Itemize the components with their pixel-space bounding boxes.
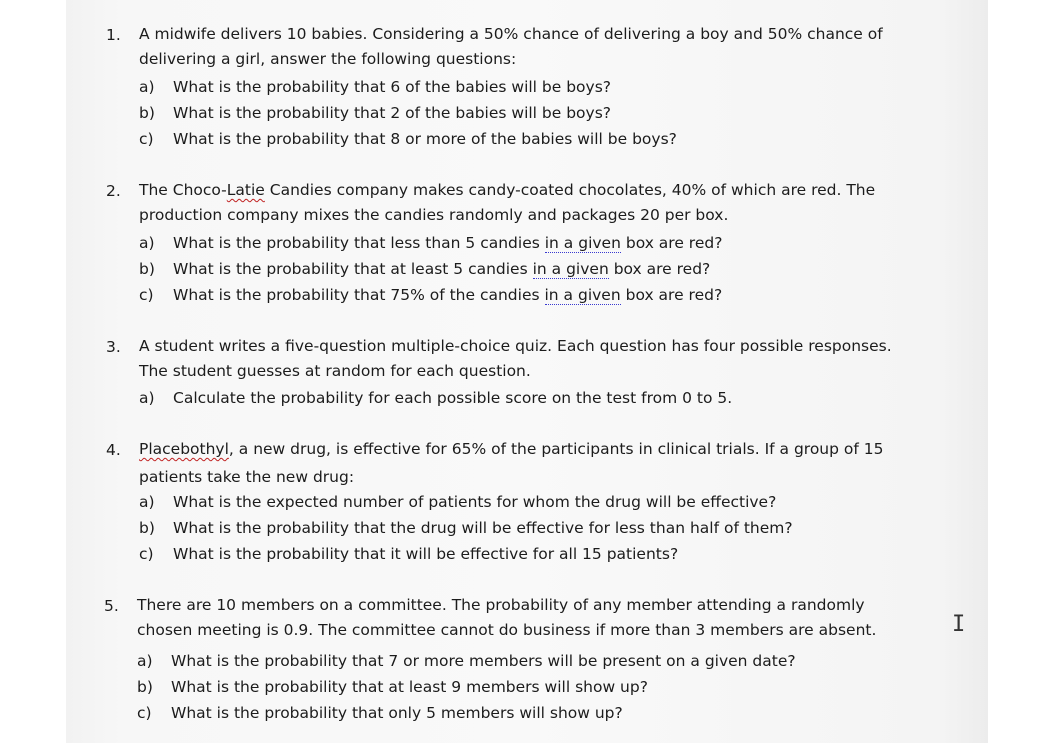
spellcheck-word: Placebothyl: [139, 440, 229, 458]
question-stem: The Choco-Latie Candies company makes candy-coated chocolates, 40% of which are red. The production company mixes the candies randomly and packages 20 per box.: [139, 181, 876, 224]
grammar-mark: in a given: [544, 286, 621, 304]
question-number: 1.: [106, 26, 121, 44]
question-number: 4.: [106, 441, 121, 459]
question-number: 5.: [104, 597, 119, 615]
grammar-mark: in a given: [544, 234, 621, 252]
question-stem: Placebothyl, a new drug, is effective for 65% of the participants in clinical trials. If a group of 15 patients take the new drug:: [139, 440, 884, 486]
question-stem: There are 10 members on a committee. The probability of any member attending a randomly chosen meeting is 0.9. The committee cannot do business if more than 3 members are absent.: [137, 596, 877, 639]
document-page: 1. A midwife delivers 10 babies. Considering a 50% chance of delivering a boy and 50% chance of delivering a girl, answer the following questions: a) What is the probability that 6 of the babies will be boys? b) What is the probability that 2 of the babies will be boys? c) What is the probability that 8 or more of the babies will be boys? 2. The Choco-Latie Candies company makes candy-coated chocolates, 40% of which are red. The production company mixes the candies randomly and packages 20 per box. a) What is the probability that less than 5 candies in a given box are red? b) What is the probability that at least 5 candies in a given box are red? c) What is the probability that 75% of the candies in a given box are red? 3. A student writes a five-question multiple-choice quiz. Each question has four possible responses. The student guesses at random for each question. a) Calculate the probability for each possible score on the test from 0 to 5. 4. Placebothyl, a new drug, is effective for 65% of the participants in clinical trials. If a group of 15 patients take the new drug: a) What is the expected number of patients for whom the drug will be effective? b) What is the probability that the drug will be effective for less than half of them? c) What is the probability that it will be effective for all 15 patients? 5. There are 10 members on a committee. The probability of any member attending a randomly chosen meeting is 0.9. The committee cannot do business if more than 3 members are absent. a) What is the probability that 7 or more members will be present on a given date? b) What is the probability that at least 9 members will show up? c) What is the probability that only 5 members will show up?: [66, 0, 988, 743]
question-number: 3.: [106, 338, 121, 356]
spellcheck-word: Latie: [226, 181, 265, 199]
text-cursor-icon: I: [952, 612, 966, 637]
question-stem: A midwife delivers 10 babies. Considering a 50% chance of delivering a boy and 50% chance of delivering a girl, answer the following questions:: [139, 25, 883, 68]
question-stem: A student writes a five-question multiple-choice quiz. Each question has four possible responses. The student guesses at random for each question.: [139, 337, 892, 380]
grammar-mark: in a given: [532, 260, 609, 278]
question-number: 2.: [106, 182, 121, 200]
